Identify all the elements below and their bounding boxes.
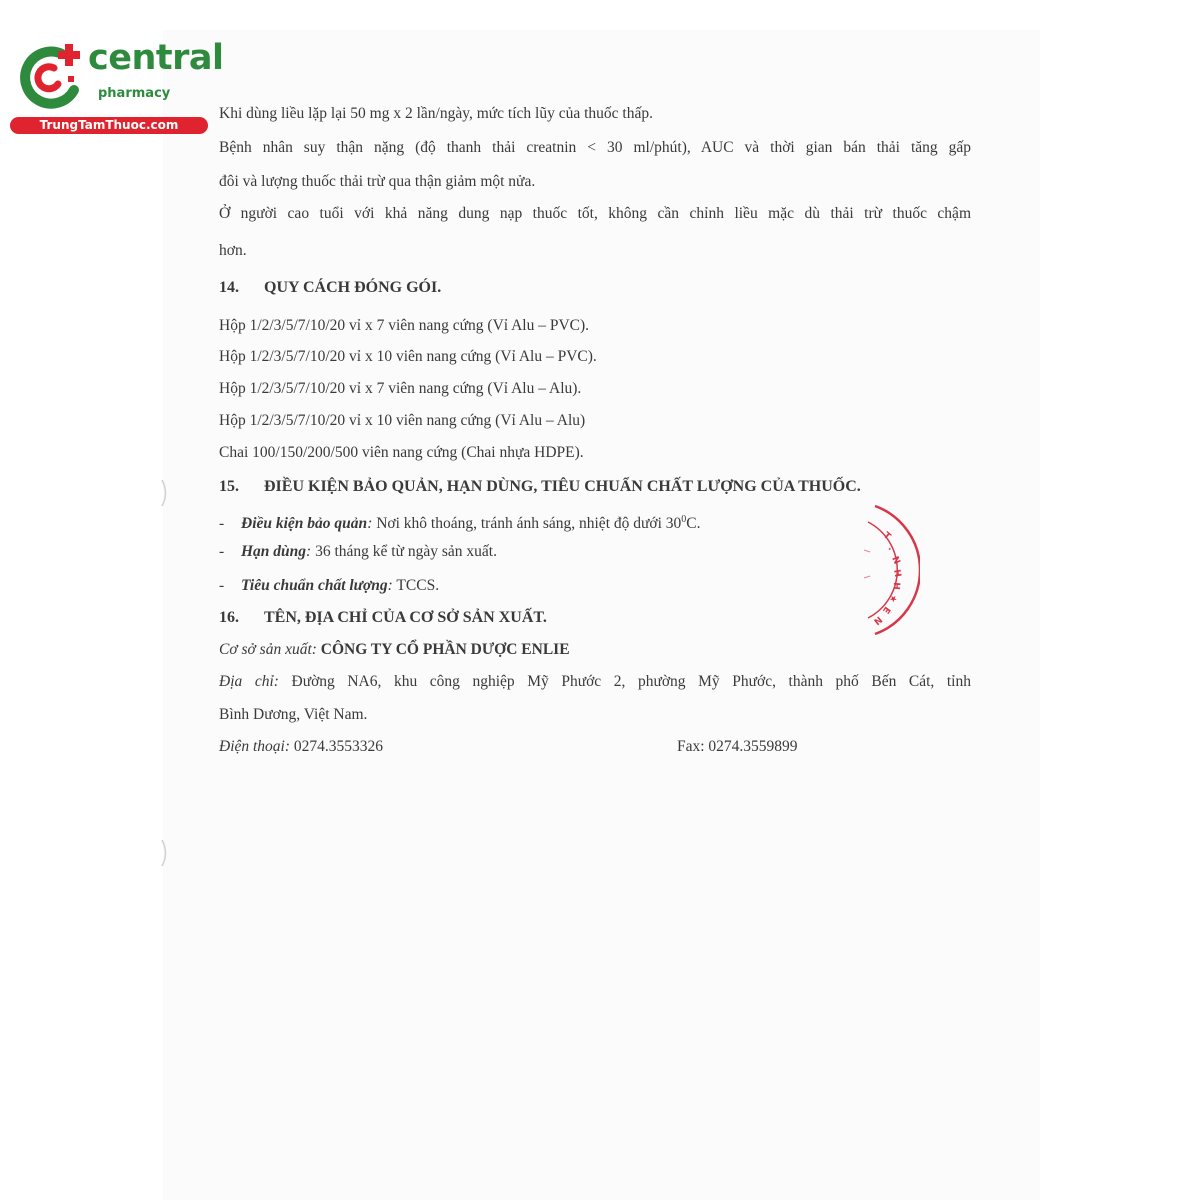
storage-value: Nơi khô thoáng, tránh ánh sáng, nhiệt độ dưới 30 bbox=[372, 515, 682, 533]
logo-brand: central bbox=[88, 38, 224, 78]
manufacturer-name: CÔNG TY CỔ PHẦN DƯỢC ENLIE bbox=[316, 641, 570, 658]
page-edge-mark bbox=[160, 478, 170, 508]
quality-standard-item bbox=[219, 576, 439, 596]
section-title: ĐIỀU KIỆN BẢO QUẢN, HẠN DÙNG, TIÊU CHUẨN CHẤT LƯỢNG CỦA THUỐC. bbox=[264, 478, 861, 495]
address-line2: Bình Dương, Việt Nam. bbox=[219, 706, 368, 723]
quality-label: Tiêu chuẩn chất lượng bbox=[241, 577, 388, 594]
expiry-item bbox=[219, 542, 497, 562]
svg-text:H: H bbox=[891, 568, 903, 578]
expiry-value: 36 tháng kể từ ngày sản xuất. bbox=[311, 543, 497, 560]
phone-label: Điện thoại: bbox=[219, 738, 291, 755]
storage-condition-item bbox=[219, 510, 701, 534]
svg-text:N: N bbox=[871, 613, 884, 627]
paragraph-renal-line2: đôi và lượng thuốc thải trừ qua thận giảm một nửa. bbox=[219, 173, 536, 190]
section-number: 16. bbox=[219, 609, 239, 626]
bullet-dash: - bbox=[219, 543, 225, 560]
company-seal-stamp bbox=[850, 500, 920, 640]
pharmacy-cross-logo-icon bbox=[10, 38, 90, 118]
logo-subtitle: pharmacy bbox=[98, 86, 171, 101]
storage-unit: C. bbox=[686, 515, 701, 533]
logo-website-banner[interactable]: TrungTamThuoc.com bbox=[10, 117, 208, 134]
quality-value: TCCS. bbox=[392, 577, 440, 594]
svg-text:★: ★ bbox=[886, 592, 899, 604]
pack-item: Hộp 1/2/3/5/7/10/20 vỉ x 7 viên nang cứng (Vỉ Alu – Alu). bbox=[219, 380, 582, 397]
svg-text:T: T bbox=[881, 530, 893, 543]
section-15-heading bbox=[219, 477, 861, 497]
address-line1 bbox=[219, 672, 971, 692]
paragraph-elderly-line1: Ở người cao tuổi với khả năng dung nạp thuốc tốt, không cần chỉnh liều mặc dù thải trừ thuốc chậm bbox=[219, 205, 971, 222]
central-pharmacy-logo[interactable] bbox=[10, 38, 224, 138]
expiry-label: Hạn dùng bbox=[241, 543, 307, 560]
bullet-dash: - bbox=[219, 515, 225, 533]
paragraph-renal-line1: Bệnh nhân suy thận nặng (độ thanh thải creatnin < 30 ml/phút), AUC và thời gian bán thải tăng gấp bbox=[219, 139, 971, 156]
paragraph-elderly-line2: hơn. bbox=[219, 242, 247, 259]
fax-line: Fax: 0274.3559899 bbox=[677, 738, 798, 755]
storage-label: Điều kiện bảo quản bbox=[241, 515, 368, 533]
label-separator: : bbox=[387, 577, 393, 594]
section-number: 14. bbox=[219, 279, 239, 296]
section-number: 15. bbox=[219, 478, 239, 495]
svg-text:H: H bbox=[890, 581, 901, 591]
label-separator: : bbox=[306, 543, 312, 560]
address-value: Đường NA6, khu công nghiệp Mỹ Phước 2, phường Mỹ Phước, thành phố Bến Cát, tỉnh bbox=[278, 673, 971, 690]
pack-item: Hộp 1/2/3/5/7/10/20 vỉ x 7 viên nang cứng (Vỉ Alu – PVC). bbox=[219, 317, 590, 334]
section-title: TÊN, ĐỊA CHỈ CỦA CƠ SỞ SẢN XUẤT. bbox=[264, 609, 547, 626]
address-label: Địa chỉ: bbox=[219, 673, 279, 690]
degree-superscript: 0 bbox=[681, 514, 687, 525]
label-separator: : bbox=[367, 515, 373, 533]
pack-item: Chai 100/150/200/500 viên nang cứng (Chai nhựa HDPE). bbox=[219, 444, 584, 461]
bullet-dash: - bbox=[219, 577, 225, 594]
section-14-heading bbox=[219, 278, 441, 298]
paragraph-accumulation: Khi dùng liều lặp lại 50 mg x 2 lần/ngày, mức tích lũy của thuốc thấp. bbox=[219, 105, 653, 122]
page-edge-mark bbox=[160, 838, 170, 868]
svg-text:E: E bbox=[880, 604, 892, 616]
pack-item: Hộp 1/2/3/5/7/10/20 vỉ x 10 viên nang cứng (Vỉ Alu – PVC). bbox=[219, 348, 597, 365]
manufacturer-line bbox=[219, 640, 570, 660]
manufacturer-label: Cơ sở sản xuất: bbox=[219, 641, 317, 658]
pack-item: Hộp 1/2/3/5/7/10/20 vỉ x 10 viên nang cứng (Vỉ Alu – Alu) bbox=[219, 412, 586, 429]
svg-text:.: . bbox=[885, 543, 896, 553]
section-16-heading bbox=[219, 608, 547, 628]
section-title: QUY CÁCH ĐÓNG GÓI. bbox=[264, 279, 442, 296]
svg-text:N: N bbox=[889, 555, 902, 567]
phone-line bbox=[219, 737, 383, 757]
phone-value: 0274.3553326 bbox=[290, 738, 384, 755]
